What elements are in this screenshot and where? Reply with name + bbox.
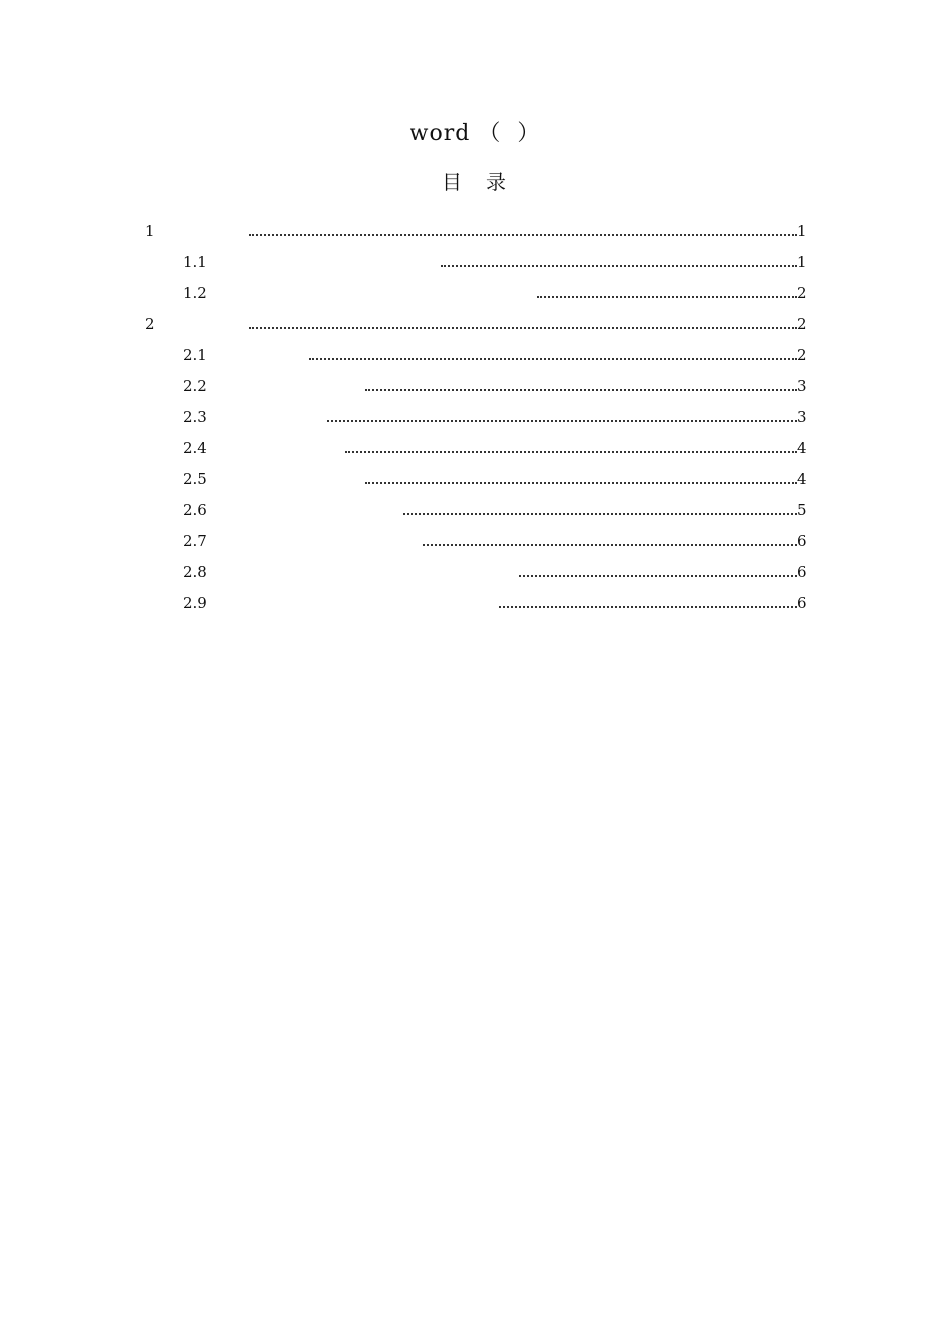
toc-leader-dots [249, 327, 797, 329]
toc-leader-dots [499, 606, 797, 608]
toc-entry-page: 5 [797, 501, 807, 519]
toc-entry-number: 1.1 [183, 253, 207, 271]
toc-entry-page: 6 [797, 532, 807, 550]
toc-entry-page: 2 [797, 284, 807, 302]
toc-leader-dots [537, 296, 797, 298]
toc-entry-number: 2.8 [183, 563, 207, 581]
toc-entry-2-4[interactable] [183, 435, 807, 457]
toc-entry-page: 6 [797, 563, 807, 581]
toc-entry-page: 6 [797, 594, 807, 612]
toc-leader-dots [365, 389, 797, 391]
toc-entry-number: 2.5 [183, 470, 207, 488]
toc-leader-dots [327, 420, 797, 422]
toc-entry-2-2[interactable] [183, 373, 807, 395]
toc-leader-dots [365, 482, 797, 484]
toc-leader-dots [309, 358, 797, 360]
toc-entry-page: 1 [797, 222, 807, 240]
toc-entry-number: 1.2 [183, 284, 207, 302]
toc-leader-dots [345, 451, 797, 453]
toc-entry-page: 1 [797, 253, 807, 271]
toc-leader-dots [441, 265, 797, 267]
toc-entry-number: 2.6 [183, 501, 207, 519]
toc-entry-2-6[interactable] [183, 497, 807, 519]
toc-entry-1-2[interactable] [183, 280, 807, 302]
toc-entry-page: 2 [797, 346, 807, 364]
toc-entry-number: 1 [145, 222, 155, 240]
toc-entry-number: 2.9 [183, 594, 207, 612]
toc-entry-page: 2 [797, 315, 807, 333]
toc-leader-dots [249, 234, 797, 236]
toc-entry-1-1[interactable] [183, 249, 807, 271]
toc-entry-number: 2.3 [183, 408, 207, 426]
toc-entry-page: 3 [797, 408, 807, 426]
toc-heading: 目 录 [442, 170, 508, 194]
toc-entry-2-9[interactable] [183, 590, 807, 612]
toc-entry-2-8[interactable] [183, 559, 807, 581]
toc-entry-number: 2.2 [183, 377, 207, 395]
toc-entry-page: 4 [797, 470, 807, 488]
toc-entry-number: 2.4 [183, 439, 207, 457]
toc-entry-2-7[interactable] [183, 528, 807, 550]
toc-entry-number: 2 [145, 315, 155, 333]
toc-entry-page: 3 [797, 377, 807, 395]
toc-entry-number: 2.7 [183, 532, 207, 550]
toc-entry-2[interactable] [145, 311, 807, 333]
toc-entry-2-3[interactable] [183, 404, 807, 426]
toc-entry-1[interactable] [145, 218, 807, 240]
toc-entry-2-5[interactable] [183, 466, 807, 488]
toc-entry-2-1[interactable] [183, 342, 807, 364]
document-title: word （ ） [409, 121, 541, 146]
toc-leader-dots [423, 544, 797, 546]
toc-leader-dots [519, 575, 797, 577]
toc-entry-page: 4 [797, 439, 807, 457]
toc-leader-dots [403, 513, 797, 515]
toc-entry-number: 2.1 [183, 346, 207, 364]
